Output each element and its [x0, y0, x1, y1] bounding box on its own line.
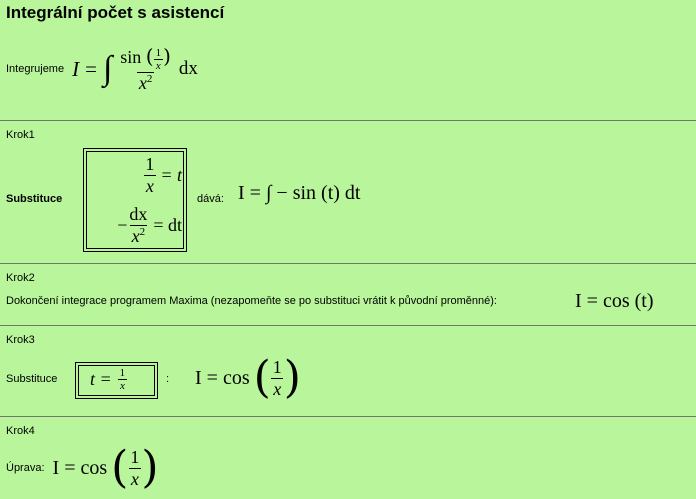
intro-I: I	[72, 56, 80, 81]
step1-result: I = ∫ − sin (t) dt	[238, 182, 361, 204]
intro-eq: =	[85, 56, 97, 81]
intro-inner-den: x	[155, 59, 161, 72]
intro-fraction	[118, 44, 173, 93]
step1-line1-den: x	[145, 175, 154, 196]
step3-colon: :	[166, 373, 170, 385]
step2-text: Dokončení integrace programem Maxima (nezapomeňte se po substituci vrátit k původní proměnné):	[6, 295, 497, 307]
separator	[0, 263, 696, 264]
intro-row	[6, 42, 198, 96]
step1-line1	[90, 150, 182, 200]
intro-den-exp: 2	[146, 72, 153, 85]
step1-line2-fraction	[127, 204, 149, 247]
step4-label: Úprava:	[6, 462, 45, 474]
intro-dx: dx	[178, 58, 198, 79]
intro-sin: sin	[120, 47, 142, 68]
step3-sub-num: 1	[119, 367, 126, 379]
step1-line1-num: 1	[145, 153, 155, 174]
step1-line2-minus: −	[117, 214, 128, 235]
intro-inner-num: 1	[155, 46, 162, 59]
step1-line2-den-base: x	[131, 225, 140, 246]
step3-sub-den: x	[119, 380, 125, 392]
intro-denominator	[137, 72, 155, 94]
step1-line1-fraction	[143, 154, 156, 197]
step1-substitution	[90, 150, 182, 250]
step3-result-lhs: I = cos	[195, 366, 250, 389]
intro-inner-fraction	[154, 47, 164, 72]
separator	[0, 120, 696, 121]
step1-line2-den-exp: 2	[139, 225, 146, 238]
step2-heading: Krok2	[6, 272, 35, 284]
step3-substitution	[90, 363, 127, 396]
step3-result-fraction	[271, 357, 284, 400]
step3-result-num: 1	[272, 356, 282, 377]
step1-label: Substituce	[6, 193, 63, 205]
step3-sub-lhs: t =	[90, 369, 112, 389]
step4-heading: Krok4	[6, 425, 35, 437]
step3-result: I = cos ( $\frac{1}{x}$ )	[195, 352, 301, 403]
step1-line1-rhs: = t	[160, 164, 182, 185]
step3-heading: Krok3	[6, 334, 35, 346]
step3-sub-fraction	[118, 367, 128, 392]
intro-numerator: sin ( $\frac{1}{x}$ )	[120, 44, 171, 72]
step3-result-den: x	[273, 378, 282, 399]
step1-line2	[90, 200, 182, 250]
step1-heading: Krok1	[6, 129, 35, 141]
step1-line2-rhs: = dt	[153, 214, 182, 235]
step1-gives: dává:	[197, 193, 224, 205]
step4-result-num: 1	[130, 446, 140, 467]
separator	[0, 416, 696, 417]
step2-result: I = cos (t)	[575, 290, 654, 312]
intro-integral-sign: ∫	[102, 50, 113, 87]
step4-result-fraction	[128, 447, 141, 490]
intro-label: Integrujeme	[6, 63, 65, 75]
intro-formula	[72, 44, 198, 93]
intro-den-base: x	[138, 72, 147, 93]
step3-label: Substituce	[6, 373, 58, 385]
step4-row: Úprava: I = cos ( $\frac{1}{x}$ )	[6, 442, 159, 493]
step4-result-lhs: I = cos	[52, 456, 108, 479]
step4-result-den: x	[130, 468, 139, 489]
step1-line2-num: dx	[129, 203, 148, 224]
page-title: Integrální počet s asistencí	[6, 3, 225, 22]
separator	[0, 325, 696, 326]
